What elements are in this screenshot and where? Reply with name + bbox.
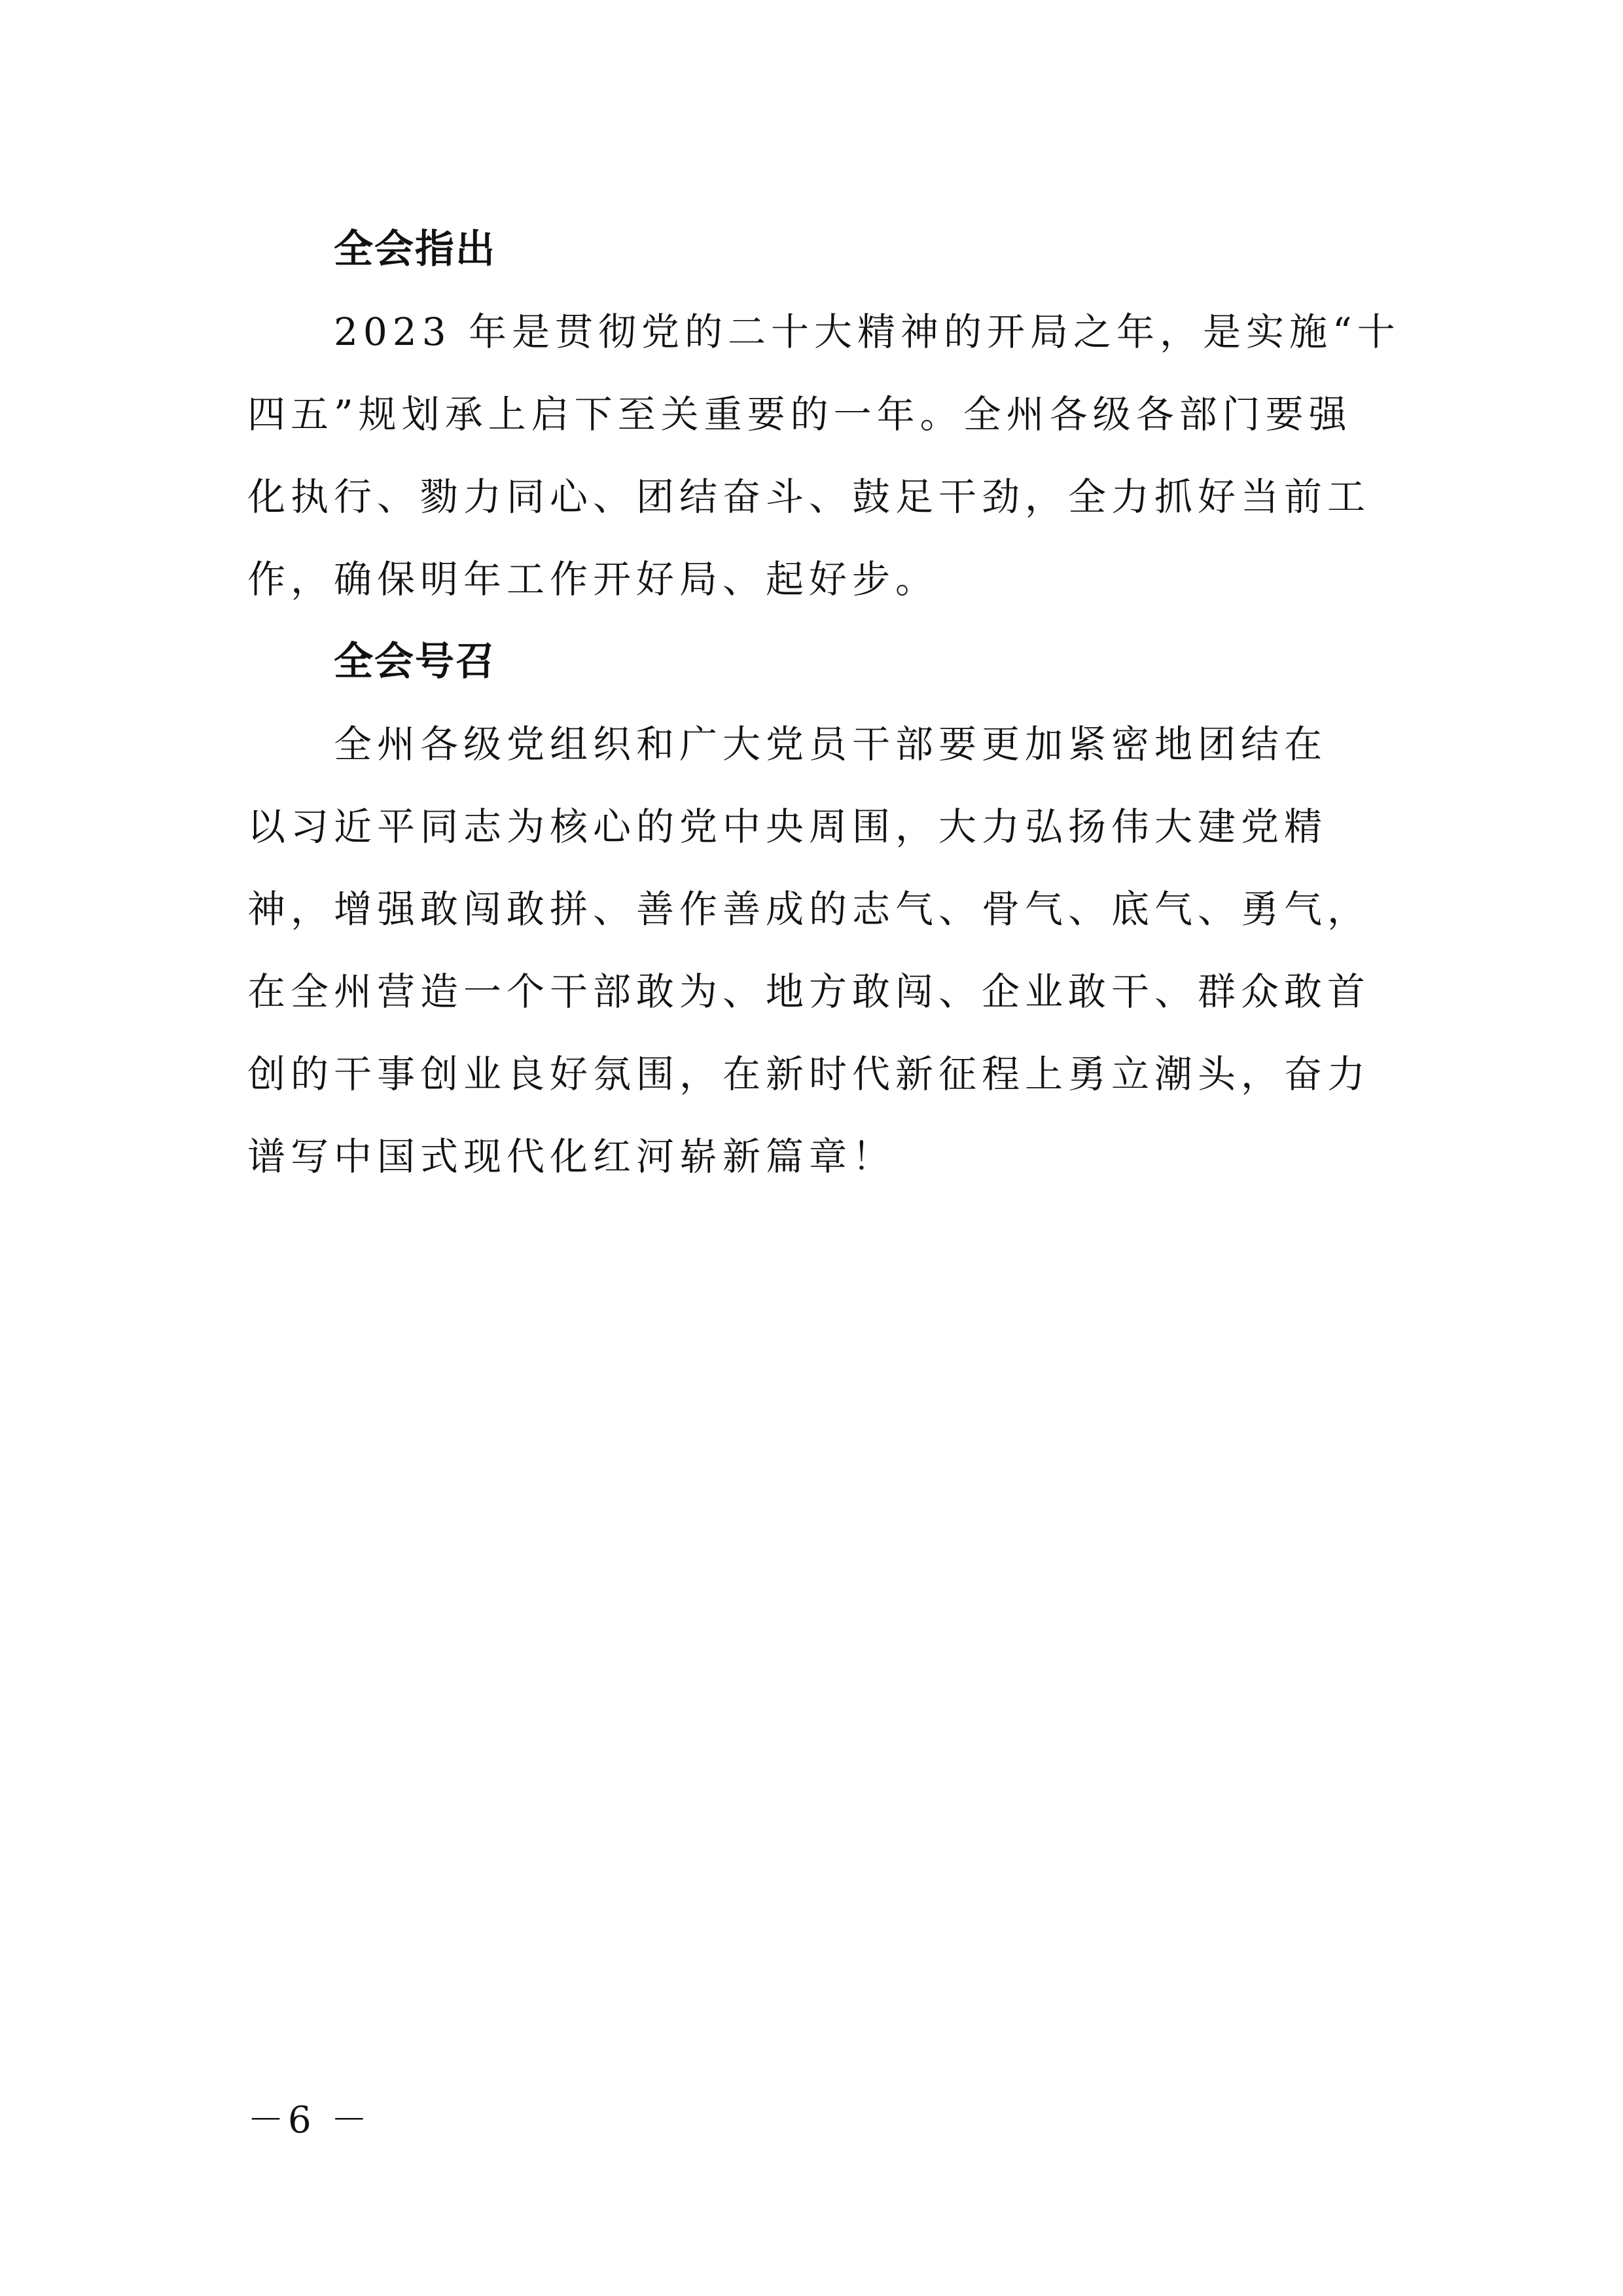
paragraph-line: 全州各级党组织和广大党员干部要更加紧密地团结在 (334, 722, 1328, 766)
paragraph-line: 作，确保明年工作开好局、起好步。 (247, 557, 939, 601)
paragraph-line: 创的干事创业良好氛围，在新时代新征程上勇立潮头，奋力 (247, 1052, 1371, 1096)
section-paragraph-1 (247, 291, 1400, 620)
section-heading-1: 全会指出 (334, 226, 496, 272)
paragraph-line: 四五”规划承上启下至关重要的一年。全州各级各部门要强 (247, 392, 1352, 437)
paragraph-line: 以习近平同志为核心的党中央周围，大力弘扬伟大建党精 (247, 804, 1328, 849)
paragraph-line: 神，增强敢闯敢拼、善作善成的志气、骨气、底气、勇气， (247, 887, 1371, 931)
paragraph-line: 谱写中国式现代化红河崭新篇章！ (247, 1134, 896, 1179)
paragraph-line: 2023 年是贯彻党的二十大精神的开局之年，是实施“十 (334, 310, 1400, 354)
section-paragraph-2 (247, 703, 1386, 1198)
paragraph-line: 在全州营造一个干部敢为、地方敢闯、企业敢干、群众敢首 (247, 969, 1371, 1014)
section-heading-2: 全会号召 (334, 639, 496, 685)
document-body (247, 208, 1400, 1198)
page-number: －6 － (247, 2099, 372, 2142)
paragraph-line: 化执行、勠力同心、团结奋斗、鼓足干劲，全力抓好当前工 (247, 475, 1371, 519)
